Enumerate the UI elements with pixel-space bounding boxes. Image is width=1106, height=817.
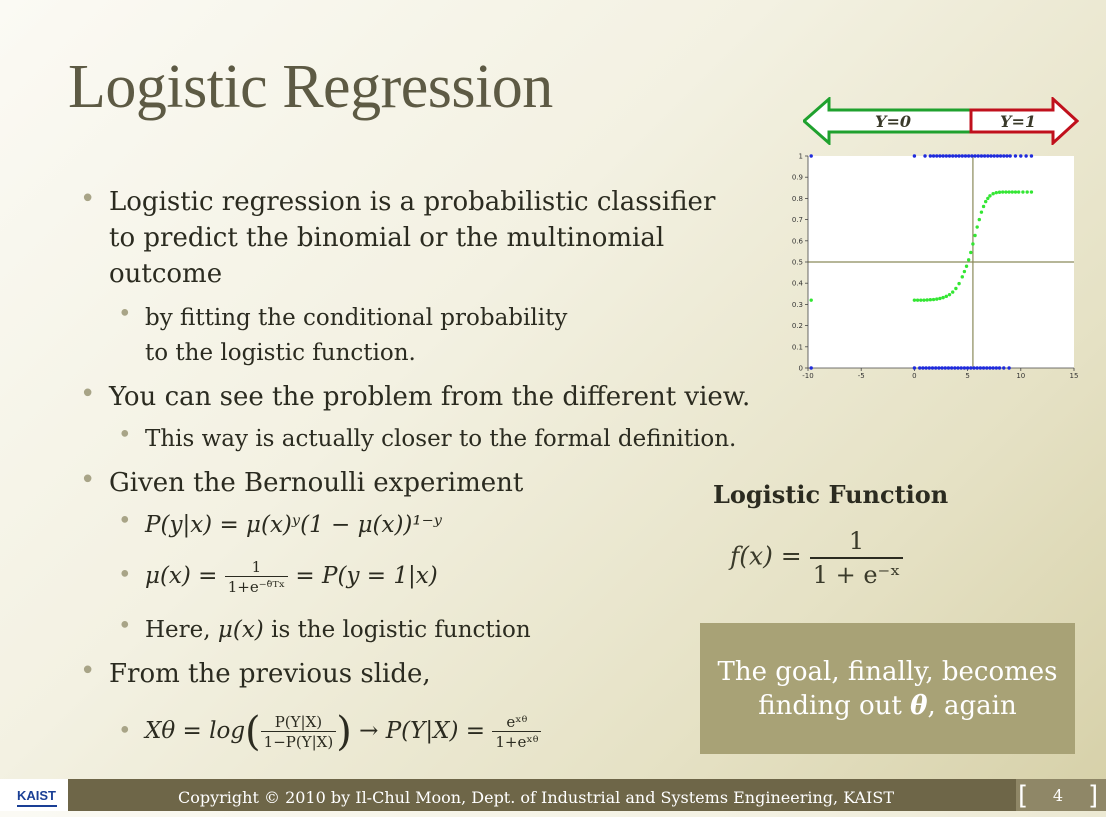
data-point	[1008, 154, 1011, 157]
data-point	[975, 225, 978, 228]
data-point	[983, 154, 986, 157]
data-point	[964, 154, 967, 157]
data-point	[809, 298, 812, 301]
class-arrows	[803, 97, 1079, 145]
data-point	[948, 293, 951, 296]
data-point	[956, 366, 959, 369]
sub-bullet-text: This way is actually closer to the formal definition.	[145, 426, 737, 452]
sub-bullet-log-odds	[118, 706, 541, 757]
bernoulli-formula: P(y|x) = μ(x)ʸ(1 − μ(x))¹⁻ʸ	[145, 512, 442, 538]
sub-bullet-text-line2: to the logistic function.	[145, 340, 416, 366]
data-point	[941, 154, 944, 157]
note-mu: μ(x)	[217, 617, 264, 643]
goal-callout	[700, 623, 1075, 754]
data-point	[916, 298, 919, 301]
data-point	[970, 154, 973, 157]
data-point	[993, 154, 996, 157]
slide-title: Logistic Regression	[68, 53, 553, 121]
data-point	[1024, 154, 1027, 157]
data-point	[969, 366, 972, 369]
data-point	[977, 154, 980, 157]
data-point	[995, 191, 998, 194]
bullet-text-line2: to predict the binomial or the multinomial	[109, 223, 665, 253]
data-point	[991, 192, 994, 195]
data-point	[1017, 190, 1020, 193]
goal-theta: θ	[910, 691, 928, 721]
sigmoid-numerator: eˣᶿ	[492, 713, 541, 732]
y0-label: Y=0	[875, 112, 911, 131]
data-point	[965, 265, 968, 268]
data-point	[1030, 190, 1033, 193]
data-point	[957, 282, 960, 285]
data-point	[973, 234, 976, 237]
data-point	[931, 366, 934, 369]
mu-fraction-denominator: 1+e⁻ᶿ̇ᵀˣ	[227, 577, 286, 596]
data-point	[919, 298, 922, 301]
data-point	[922, 298, 925, 301]
data-point	[913, 298, 916, 301]
sigmoid-fraction	[492, 713, 541, 752]
data-point	[1002, 154, 1005, 157]
data-point	[967, 258, 970, 261]
logo-underline	[17, 805, 57, 807]
data-point	[988, 366, 991, 369]
data-point	[921, 366, 924, 369]
logo-area	[0, 779, 68, 811]
data-point	[1025, 190, 1028, 193]
y-tick-label: 0.2	[791, 322, 803, 331]
data-point	[971, 242, 974, 245]
data-point	[978, 218, 981, 221]
data-point	[1011, 190, 1014, 193]
data-point	[961, 275, 964, 278]
data-point	[1001, 190, 1004, 193]
bullet-text-line3: outcome	[109, 259, 223, 289]
data-point	[925, 298, 928, 301]
data-point	[944, 366, 947, 369]
bullet-dot: •	[118, 562, 132, 588]
page-bracket-right-icon: ]	[1088, 781, 1099, 811]
data-point	[991, 366, 994, 369]
data-point	[924, 366, 927, 369]
data-point	[999, 154, 1002, 157]
data-point	[995, 366, 998, 369]
data-point	[954, 287, 957, 290]
data-point	[996, 154, 999, 157]
data-point	[935, 154, 938, 157]
data-point	[950, 366, 953, 369]
data-point	[982, 205, 985, 208]
data-point	[984, 200, 987, 203]
mu-formula-left: μ(x) =	[145, 563, 218, 589]
mu-formula-right: = P(y = 1|x)	[295, 563, 438, 589]
data-point	[953, 366, 956, 369]
x-tick-label: 5	[965, 372, 970, 380]
data-point	[1014, 154, 1017, 157]
lf-numerator: 1	[810, 525, 904, 559]
data-point	[934, 366, 937, 369]
sub-bullet-text-line1: by fitting the conditional probability	[145, 305, 568, 331]
data-point	[923, 154, 926, 157]
data-point	[935, 297, 938, 300]
x-tick-label: 10	[1016, 372, 1026, 380]
logistic-scatter-chart	[784, 150, 1080, 382]
y-tick-label: 0.7	[791, 216, 803, 225]
data-point	[969, 251, 972, 254]
sub-bullet-text	[145, 613, 531, 648]
odds-denominator: 1−P(Y|X)	[263, 732, 334, 751]
goal-line2-suffix: , again	[927, 691, 1017, 721]
data-point	[948, 154, 951, 157]
goal-line2	[700, 689, 1075, 723]
data-point	[1019, 154, 1022, 157]
bullet-text-line1: Logistic regression is a probabilistic classifier	[109, 187, 716, 217]
data-point	[972, 366, 975, 369]
bullet-logistic-definition	[80, 184, 715, 292]
y-tick-label: 0.5	[791, 258, 803, 267]
data-point	[929, 154, 932, 157]
data-point	[1002, 366, 1005, 369]
data-point	[940, 366, 943, 369]
mu-fraction	[225, 558, 288, 597]
x-tick-label: -10	[802, 372, 814, 380]
data-point	[960, 366, 963, 369]
bullet-dot: •	[118, 718, 132, 744]
odds-fraction	[261, 713, 337, 752]
data-point	[988, 194, 991, 197]
data-point	[913, 366, 916, 369]
logistic-function-formula	[730, 525, 903, 591]
bullet-dot: •	[118, 422, 132, 448]
data-point	[951, 290, 954, 293]
data-point	[989, 154, 992, 157]
log-odds-mid: → P(Y|X) =	[359, 718, 486, 744]
data-point	[938, 154, 941, 157]
y-tick-label: 0.1	[791, 343, 803, 352]
y-tick-label: 0	[798, 364, 803, 373]
data-point	[809, 154, 812, 157]
data-point	[947, 366, 950, 369]
goal-line1: The goal, finally, becomes	[717, 657, 1058, 687]
sub-bullet-logistic-note	[118, 613, 531, 648]
data-point	[982, 366, 985, 369]
y-tick-label: 0.9	[791, 173, 803, 182]
data-point	[963, 270, 966, 273]
mu-formula	[145, 552, 438, 600]
log-odds-left: Xθ = log	[145, 718, 246, 744]
data-point	[913, 154, 916, 157]
data-point	[963, 366, 966, 369]
data-point	[985, 366, 988, 369]
sub-bullet-fitting	[118, 301, 567, 371]
data-point	[980, 154, 983, 157]
footer	[0, 779, 1106, 811]
bullet-text: From the previous slide,	[109, 659, 431, 689]
data-point	[966, 366, 969, 369]
data-point	[973, 154, 976, 157]
sub-bullet-formal-definition	[118, 422, 736, 457]
data-point	[937, 366, 940, 369]
note-suffix: is the logistic function	[263, 617, 531, 643]
kaist-logo: KAIST	[17, 788, 56, 803]
x-tick-label: 0	[912, 372, 917, 380]
data-point	[967, 154, 970, 157]
data-point	[979, 366, 982, 369]
logistic-function-title: Logistic Function	[713, 480, 949, 509]
y1-label: Y=1	[1000, 112, 1036, 131]
data-point	[998, 191, 1001, 194]
data-point	[998, 366, 1001, 369]
bullet-dot: •	[80, 184, 96, 214]
data-point	[945, 154, 948, 157]
bullet-bernoulli	[80, 465, 523, 501]
sigmoid-denominator: 1+eˣᶿ	[495, 732, 539, 751]
data-point	[980, 210, 983, 213]
lf-denominator: 1 + e⁻ˣ	[812, 561, 901, 589]
data-point	[975, 366, 978, 369]
data-point	[1007, 190, 1010, 193]
y-tick-label: 1	[798, 152, 803, 161]
data-point	[809, 366, 812, 369]
data-point	[1004, 190, 1007, 193]
note-prefix: Here,	[145, 617, 218, 643]
data-point	[1007, 366, 1010, 369]
bullet-dot: •	[80, 379, 96, 409]
sub-bullet-bernoulli-formula	[118, 508, 442, 543]
data-point	[986, 154, 989, 157]
y-tick-label: 0.8	[791, 194, 803, 203]
data-point	[932, 154, 935, 157]
data-point	[929, 298, 932, 301]
lf-lhs: f(x) =	[730, 541, 802, 571]
lf-fraction	[810, 525, 904, 591]
bullet-dot: •	[118, 508, 132, 534]
data-point	[945, 295, 948, 298]
bullet-dot: •	[118, 613, 132, 639]
y-tick-label: 0.4	[791, 279, 803, 288]
x-tick-label: -5	[857, 372, 865, 380]
odds-numerator: P(Y|X)	[261, 713, 337, 732]
bullet-different-view	[80, 379, 750, 415]
data-point	[954, 154, 957, 157]
sub-bullet-mu-formula	[118, 552, 438, 600]
data-point	[932, 298, 935, 301]
data-point	[957, 154, 960, 157]
data-point	[951, 154, 954, 157]
bullet-text: Given the Bernoulli experiment	[109, 468, 524, 498]
log-odds-formula	[145, 706, 541, 757]
page-bracket-left-icon: [	[1018, 781, 1029, 811]
data-point	[938, 297, 941, 300]
bullet-dot: •	[118, 301, 132, 327]
y-tick-label: 0.6	[791, 237, 803, 246]
copyright-bar	[68, 779, 1016, 811]
data-point	[1005, 154, 1008, 157]
y-tick-label: 0.3	[791, 300, 803, 309]
x-tick-label: 15	[1069, 372, 1079, 380]
bullet-dot: •	[80, 656, 96, 686]
paren-open: (	[245, 709, 261, 755]
data-point	[918, 366, 921, 369]
page-number: 4	[1052, 786, 1064, 805]
bullet-previous-slide	[80, 656, 431, 692]
copyright-text: Copyright © 2010 by Il-Chul Moon, Dept. of Industrial and Systems Engineering, KAIST	[178, 788, 894, 807]
paren-close: )	[336, 709, 352, 755]
goal-line2-prefix: finding out	[758, 691, 911, 721]
bullet-text: You can see the problem from the different view.	[109, 382, 751, 412]
data-point	[961, 154, 964, 157]
data-point	[941, 296, 944, 299]
data-point	[1030, 154, 1033, 157]
data-point	[1014, 190, 1017, 193]
bullet-dot: •	[80, 465, 96, 495]
data-point	[928, 366, 931, 369]
data-point	[1021, 190, 1024, 193]
mu-fraction-numerator: 1	[225, 558, 288, 577]
